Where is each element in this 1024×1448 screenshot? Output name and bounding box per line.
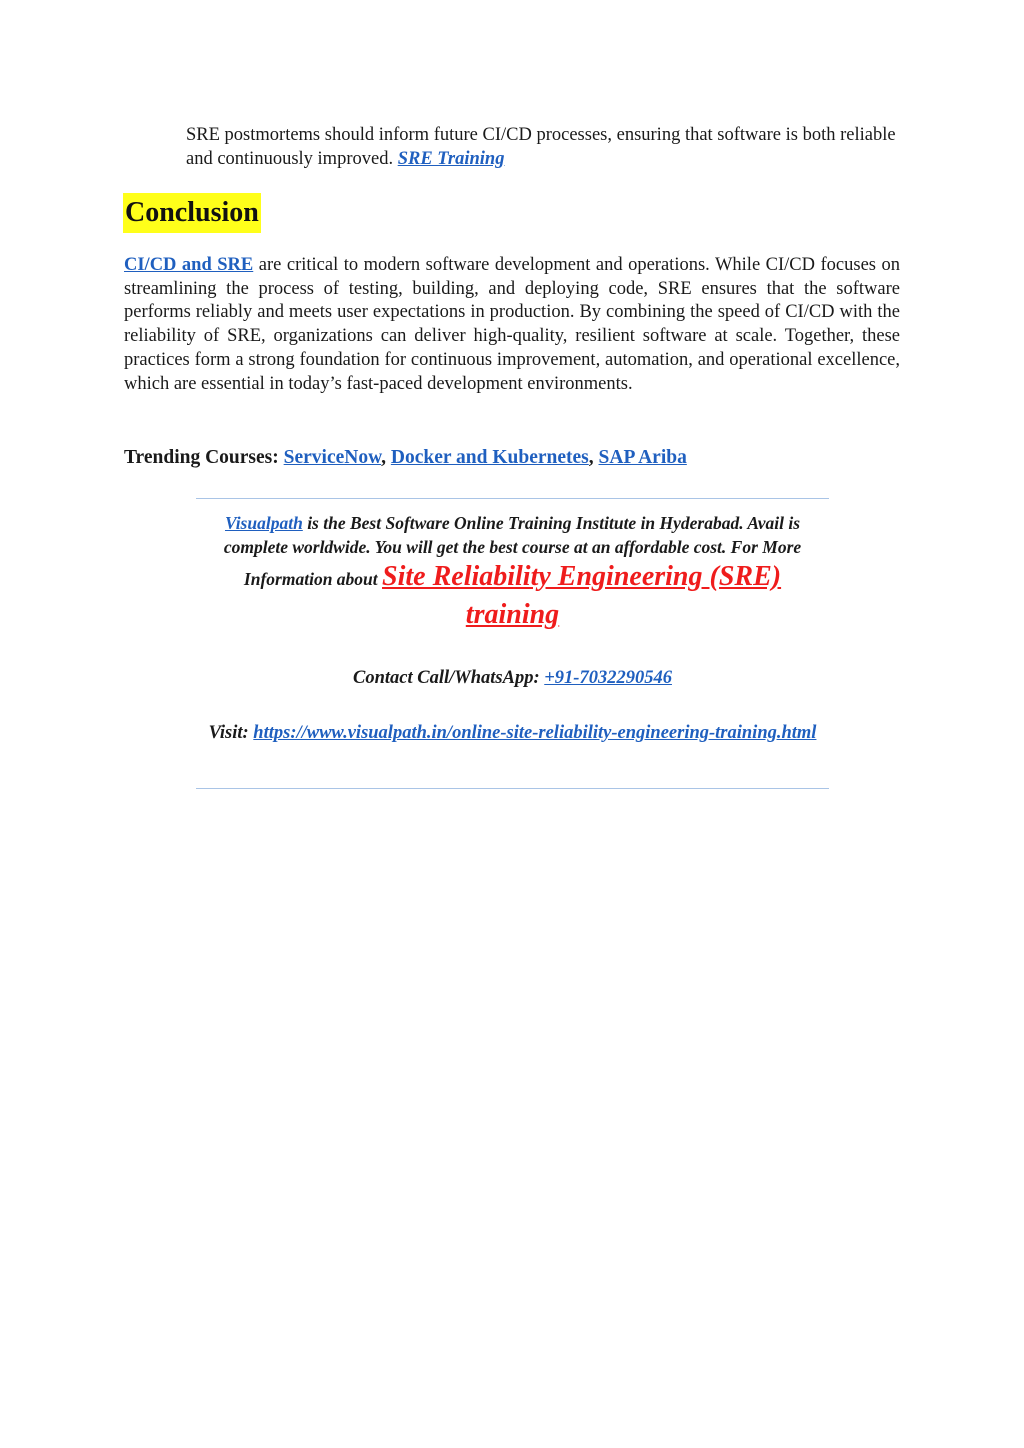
top-divider: [196, 498, 829, 499]
conclusion-heading: Conclusion: [123, 193, 261, 233]
intro-paragraph: [186, 123, 902, 171]
conclusion-text: are critical to modern software development and operations. While CI/CD focuses on streamlining the process of testing, building, and deploying code, SRE ensures that the software performs reliably and meets user expectations in production. By combining the speed of CI/CD with the reliability of SRE, organizations can deliver high-quality, resilient software at scale. Together, these practices form a strong foundation for continuous improvement, automation, and operational excellence, which are essential in today’s fast-paced development environments.: [124, 255, 900, 394]
sre-course-link[interactable]: Site Reliability Engineering (SRE) training: [382, 561, 782, 630]
course-separator: ,: [381, 447, 386, 468]
course-link-sap-ariba[interactable]: SAP Ariba: [598, 447, 687, 468]
contact-label: Contact Call/WhatsApp:: [353, 668, 540, 688]
promo-line-3: [196, 559, 829, 635]
trending-label: Trending Courses:: [124, 447, 279, 468]
promo-line-2: complete worldwide. You will get the best course at an affordable cost. For More: [223, 536, 802, 557]
bottom-divider: [196, 788, 829, 789]
course-link-docker-kubernetes[interactable]: Docker and Kubernetes: [390, 447, 589, 468]
visualpath-link[interactable]: Visualpath: [224, 513, 303, 533]
trending-courses: [124, 445, 687, 471]
contact-line: [196, 665, 829, 691]
conclusion-paragraph: [124, 254, 900, 396]
sre-training-link[interactable]: SRE Training: [397, 149, 505, 169]
visit-line: [196, 721, 829, 746]
intro-text: SRE postmortems should inform future CI/CD processes, ensuring that software is both reliable and continuously improved.: [186, 125, 896, 169]
promo-block: [196, 512, 829, 635]
phone-link[interactable]: +91-7032290546: [544, 668, 672, 688]
course-link-servicenow[interactable]: ServiceNow: [283, 447, 382, 468]
website-url-link[interactable]: https://www.visualpath.in/online-site-reliability-engineering-training.html: [253, 723, 817, 743]
course-separator: ,: [588, 447, 594, 468]
cicd-sre-link[interactable]: CI/CD and SRE: [124, 255, 254, 275]
promo-line3-prefix: Information about: [243, 569, 378, 589]
promo-line1-text: is the Best Software Online Training Institute in Hyderabad. Avail is: [307, 513, 801, 533]
promo-line-1: [196, 512, 829, 536]
visit-label: Visit:: [208, 723, 249, 743]
